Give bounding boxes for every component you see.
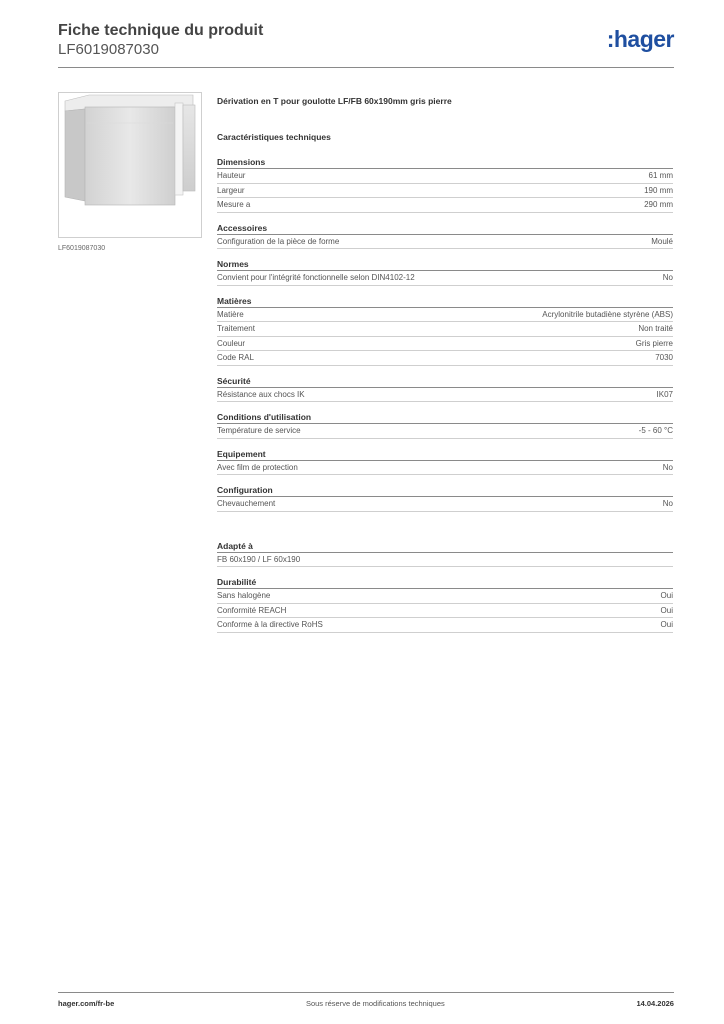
section-title: Conditions d'utilisation <box>217 411 673 424</box>
hager-logo: :hager <box>606 26 674 52</box>
footer-date: 14.04.2026 <box>636 999 674 1008</box>
spec-content <box>217 96 673 642</box>
section-title: Adapté à <box>217 540 673 553</box>
spec-row <box>217 461 673 476</box>
spec-label: FB 60x190 / LF 60x190 <box>217 554 301 564</box>
section-title: Matières <box>217 295 673 308</box>
page-title: Fiche technique du produit <box>58 22 264 39</box>
spec-label: Code RAL <box>217 353 254 362</box>
spec-value: Moulé <box>651 236 673 246</box>
spec-label: Matière <box>217 309 244 319</box>
spec-row <box>217 553 673 568</box>
spec-row <box>217 604 673 619</box>
spec-label: Hauteur <box>217 171 246 180</box>
spec-row <box>217 322 673 337</box>
spec-value: Gris pierre <box>635 338 673 348</box>
spec-section <box>217 484 673 512</box>
spec-row <box>217 308 673 323</box>
product-name: Dérivation en T pour goulotte LF/FB 60x190mm gris pierre <box>217 96 452 106</box>
spec-row <box>217 589 673 604</box>
spec-section <box>217 375 673 403</box>
spec-section <box>217 156 673 213</box>
spec-value: Non traité <box>638 324 673 333</box>
spec-value: Oui <box>660 591 673 600</box>
section-title: Sécurité <box>217 375 673 388</box>
spec-sections <box>217 156 673 512</box>
spec-value: Oui <box>660 620 673 629</box>
spec-value: Acrylonitrile butadiène styrène (ABS) <box>542 309 673 319</box>
spec-value: 290 mm <box>644 200 673 209</box>
spec-label: Sans halogène <box>217 591 271 600</box>
spec-section <box>217 540 673 568</box>
section-title: Durabilité <box>217 576 673 589</box>
spec-row <box>217 424 673 439</box>
spec-section <box>217 295 673 366</box>
spec-value: IK07 <box>656 389 673 399</box>
spec-value: 190 mm <box>644 185 673 195</box>
section-title: Dimensions <box>217 156 673 169</box>
spec-row <box>217 388 673 403</box>
spec-value: 61 mm <box>648 171 673 180</box>
spec-section <box>217 222 673 250</box>
spec-row <box>217 235 673 250</box>
section-title: Accessoires <box>217 222 673 235</box>
spec-label: Mesure a <box>217 200 251 209</box>
footer-website: hager.com/fr-be <box>58 999 115 1008</box>
spec-label: Température de service <box>217 426 301 435</box>
spec-label: Chevauchement <box>217 499 276 508</box>
image-caption: LF6019087030 <box>58 245 106 252</box>
spec-section <box>217 448 673 476</box>
section-title: Normes <box>217 258 673 271</box>
product-image <box>58 92 202 238</box>
spec-value: No <box>662 499 673 508</box>
spec-value: No <box>662 462 673 472</box>
spec-row <box>217 184 673 199</box>
spec-label: Couleur <box>217 338 246 348</box>
page-footer <box>58 992 674 1008</box>
spec-label: Avec film de protection <box>217 462 298 472</box>
section-title: Configuration <box>217 484 673 497</box>
section-title: Equipement <box>217 448 673 461</box>
spec-row <box>217 198 673 213</box>
spec-value: -5 - 60 °C <box>638 426 673 435</box>
spec-label: Résistance aux chocs IK <box>217 389 305 399</box>
spec-section <box>217 258 673 286</box>
spec-section <box>217 576 673 633</box>
spec-section <box>217 411 673 439</box>
document-header <box>58 22 674 68</box>
spec-row <box>217 271 673 286</box>
spec-sections-secondary <box>217 540 673 633</box>
spec-label: Convient pour l'intégrité fonctionnelle selon DIN4102-12 <box>217 273 415 282</box>
spec-row <box>217 618 673 633</box>
footer-disclaimer: Sous réserve de modifications techniques <box>305 999 445 1008</box>
spec-label: Largeur <box>217 185 245 195</box>
product-reference: LF6019087030 <box>58 41 159 58</box>
spec-value: No <box>662 273 673 282</box>
spec-row <box>217 351 673 366</box>
spec-row <box>217 169 673 184</box>
spec-value: 7030 <box>655 353 673 362</box>
spec-label: Configuration de la pièce de forme <box>217 236 340 246</box>
spec-label: Conforme à la directive RoHS <box>217 620 323 629</box>
tech-characteristics-title: Caractéristiques techniques <box>217 132 331 142</box>
t-junction-illustration <box>59 93 201 237</box>
spec-row <box>217 337 673 352</box>
spec-label: Conformité REACH <box>217 605 287 615</box>
spec-label: Traitement <box>217 324 255 333</box>
spec-row <box>217 497 673 512</box>
spec-value: Oui <box>660 605 673 615</box>
